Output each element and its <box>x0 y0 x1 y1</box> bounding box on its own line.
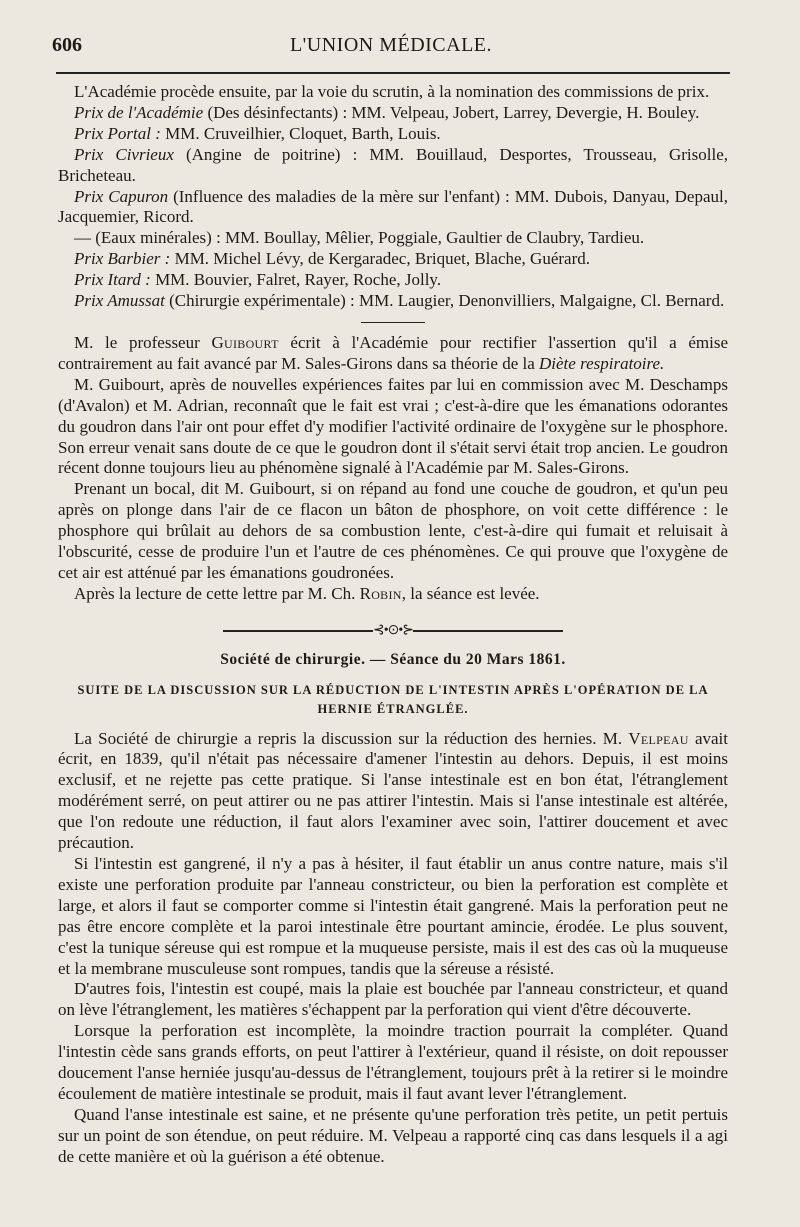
prize-name: Prix Amussat <box>74 291 165 311</box>
header-rule <box>56 72 730 74</box>
ornament-line-left <box>223 630 373 632</box>
text-run: écrit à l'Académie pour rectifier l'assertion qu'il a émise contrairement au fait avancé par M. Sales-Girons dans sa théorie de la <box>58 332 728 373</box>
prize-item <box>58 103 728 124</box>
author-name: Robin <box>359 583 402 603</box>
page-header <box>52 34 730 64</box>
guibourt-paragraph-4 <box>58 584 728 605</box>
prize-members: MM. Cruveilhier, Cloquet, Barth, Louis. <box>160 123 441 143</box>
author-name: Velpeau <box>628 728 689 748</box>
prize-item <box>58 249 728 270</box>
author-name: Guibourt <box>211 332 279 352</box>
prize-item <box>58 124 728 145</box>
surgery-paragraph-3: D'autres fois, l'intestin est coupé, mais la plaie est bouchée par l'anneau constricteur, et quand on lève l'étranglement, les matières s'échappent par la perforation qui vient d'être découverte. <box>58 979 728 1020</box>
prize-members: (Influence des maladies de la mère sur l'enfant) : MM. Dubois, Danyau, Depaul, Jacquemier, Ricord. <box>58 186 728 227</box>
prize-members: (Angine de poitrine) : MM. Bouillaud, Desportes, Trousseau, Grisolle, Bricheteau. <box>58 144 728 185</box>
section-title: Société de chirurgie. — Séance du 20 Mars 1861. <box>220 650 566 668</box>
page-number: 606 <box>52 34 82 56</box>
prize-members: — (Eaux minérales) : MM. Boullay, Mêlier, Poggiale, Gaultier de Claubry, Tardieu. <box>74 228 645 248</box>
prize-item <box>58 291 728 312</box>
prize-item <box>58 270 728 291</box>
prize-members: (Chirurgie expérimentale) : MM. Laugier, Denonvilliers, Malgaigne, Cl. Bernard. <box>164 291 725 311</box>
surgery-paragraph-2: Si l'intestin est gangrené, il n'y a pas à hésiter, il faut établir un anus contre nature, mais s'il existe une perforation produite par l'anneau constricteur, ou bien la perforation est complète et large, et alors il faut se comporter comme si l'intestin était gangrené. Mais la perforation peut ne pas être encore complète et la paroi intestinale être pourtant amincie, érodée. Le plus souvent, c'est la tunique séreuse qui est rompue et la muqueuse persiste, mais il est des cas où la muqueuse et la membrane musculeuse sont rompues, tandis que la séreuse a résisté. <box>58 854 728 978</box>
section-subtitle: SUITE DE LA DISCUSSION SUR LA RÉDUCTION DE L'INTESTIN APRÈS L'OPÉRATION DE LA HERNIE ÉTRANGLÉE. <box>77 682 709 716</box>
prize-name: Prix Civrieux <box>74 144 174 164</box>
prize-item <box>58 145 728 187</box>
prizes-intro: L'Académie procède ensuite, par la voie du scrutin, à la nomination des commissions de prix. <box>74 82 710 101</box>
prize-name: Prix Barbier : <box>74 249 171 269</box>
article-body <box>58 82 728 1168</box>
cited-title: Diète respiratoire. <box>539 353 665 373</box>
section-divider <box>361 322 425 323</box>
prize-item <box>58 228 728 249</box>
text-run: Après la lecture de cette lettre par M. Ch. <box>74 583 360 603</box>
surgery-paragraph-4: Lorsque la perforation est incomplète, la moindre traction pourrait la compléter. Quand l'intestin cède sans grands efforts, on peut l'attirer à l'extérieur, quand il résiste, on doit repousser doucement l'anse herniée jusqu'au-dessus de l'étranglement, toujours prêt à la retirer si le moindre écoulement de matière intestinale se produit, mais il faut avant lever l'étranglement. <box>58 1021 728 1103</box>
surgery-paragraph-5: Quand l'anse intestinale est saine, et ne présente qu'une perforation très petite, un petit pertuis sur un point de son étendue, on peut réduire. M. Velpeau a rapporté cinq cas dans lesquels il a agi de cette manière et où la guérison a été obtenue. <box>58 1104 728 1166</box>
guibourt-paragraph-1 <box>58 333 728 375</box>
ornament-glyph: ⊰•⊙•⊱ <box>373 622 413 638</box>
prize-members: (Des désinfectants) : MM. Velpeau, Jobert, Larrey, Devergie, H. Bouley. <box>203 102 700 122</box>
journal-title: L'UNION MÉDICALE. <box>289 34 493 56</box>
guibourt-paragraph-3: Prenant un bocal, dit M. Guibourt, si on répand au fond une couche de goudron, et qu'un peu après on plonge dans l'air de ce flacon un bâton de phosphore, on voit cette différence : le phosphore qui brûlait au dehors de sa combustion lente, c'est-à-dire qui fumait et reluisait à l'obscurité, cesse de produire l'un et l'autre de ces phénomènes. Ce qui prouve que l'oxygène de cet air est atténué par les émanations goudronées. <box>58 479 728 582</box>
prize-item <box>58 187 728 229</box>
prize-name: Prix Capuron <box>74 186 169 206</box>
ornamental-divider <box>58 621 728 642</box>
text-run: avait écrit, en 1839, qu'il n'était pas nécessaire d'amener l'intestin au dehors. Depuis, il est moins exclusif, et ne rejette pas cette pratique. Si l'anse intestinale est en bon état, l'étranglement modérément serré, on peut attirer ou ne pas attirer l'intestin. Mais si l'anse intestinale est altérée, que l'on redoute une réduction, il faut alors l'examiner avec soin, l'attirer doucement et avec précaution. <box>58 728 728 853</box>
text-run: M. le professeur <box>74 332 212 352</box>
text-run: , la séance est levée. <box>401 583 540 603</box>
surgery-paragraph-1 <box>58 729 728 854</box>
text-run: La Société de chirurgie a repris la discussion sur la réduction des hernies. M. <box>74 728 629 748</box>
prize-members: MM. Michel Lévy, de Kergaradec, Briquet, Blache, Guérard. <box>170 249 590 269</box>
ornament-line-right <box>413 630 563 632</box>
prize-name: Prix de l'Académie <box>74 102 204 122</box>
prize-name: Prix Itard : <box>74 270 151 290</box>
guibourt-paragraph-2: M. Guibourt, après de nouvelles expériences faites par lui en commission avec M. Deschamps (d'Avalon) et M. Adrian, reconnaît que le fait est vrai ; c'est-à-dire que les émanations odorantes du goudron dans l'air ont pour effet d'y modifier l'activité ordinaire de l'oxygène sur le phosphore. Son erreur venait sans doute de ce que le goudron dont il s'était servi était trop ancien. Le goudron récent donne toujours lieu au phénomène signalé à l'Académie par M. Sales-Girons. <box>58 374 728 478</box>
prize-members: MM. Bouvier, Falret, Rayer, Roche, Jolly. <box>150 270 442 290</box>
prize-name: Prix Portal : <box>74 123 161 143</box>
